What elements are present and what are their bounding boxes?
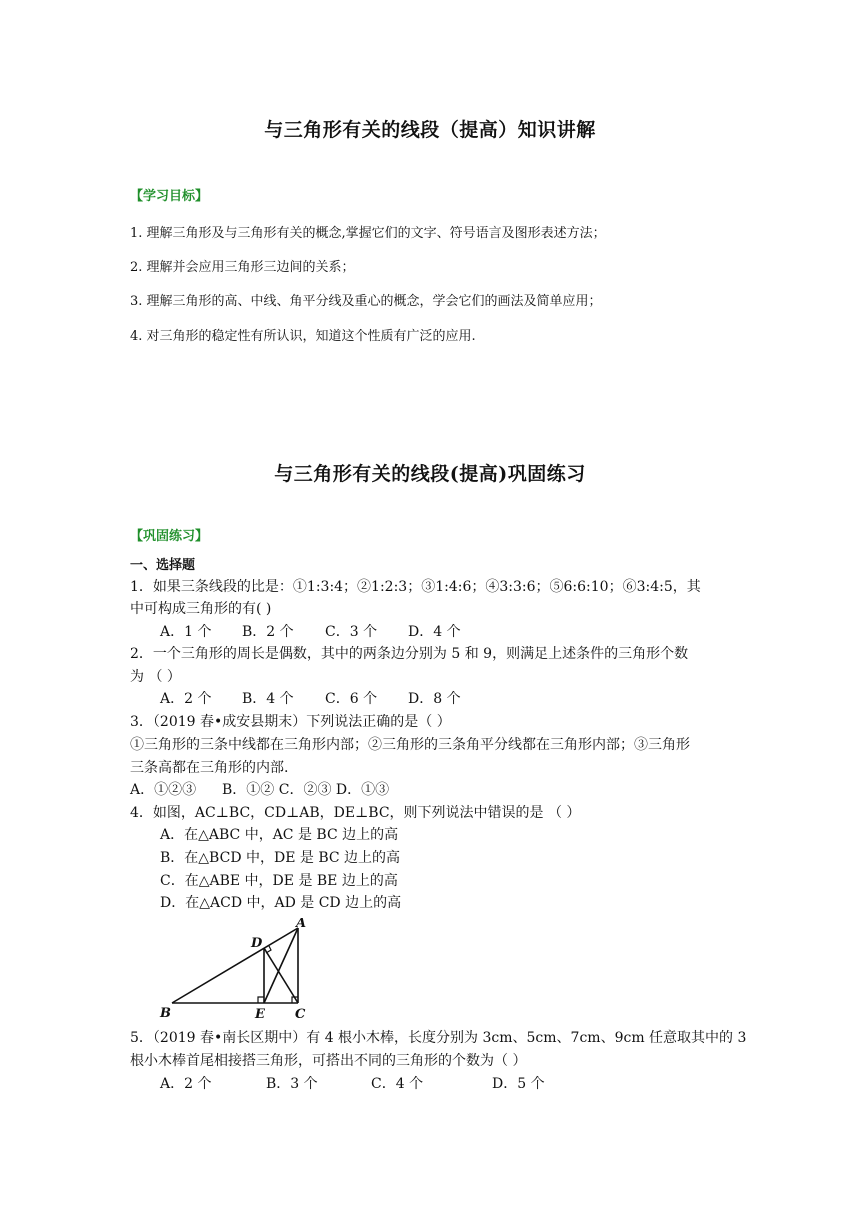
q2-option-b: B．4 个 xyxy=(242,691,294,707)
segment-ea xyxy=(264,928,298,1003)
q5-option-b: B．3 个 xyxy=(266,1076,318,1092)
q5-option-d: D．5 个 xyxy=(492,1076,545,1092)
question-1-line-2: 中可构成三角形的有( ) xyxy=(130,601,272,617)
question-3-line-2: ①三角形的三条中线都在三角形内部；②三角形的三条角平分线都在三角形内部；③三角形 xyxy=(130,737,690,753)
label-e: E xyxy=(255,1007,265,1020)
question-5-line-2: 根小木棒首尾相接搭三角形，可搭出不同的三角形的个数为（ ） xyxy=(130,1053,527,1069)
q2-option-a: A．2 个 xyxy=(160,691,212,707)
section-label: 一、选择题 xyxy=(130,558,196,573)
q1-option-c: C．3 个 xyxy=(325,624,378,640)
label-b: B xyxy=(160,1006,171,1020)
question-1-line-1: 1．如果三条线段的比是：①1:3:4；②1:2:3；③1:4:6；④3:3:6；⑤6:6:10；⑥3:4:5，其 xyxy=(130,579,701,595)
question-4-line-1: 4．如图，AC⊥BC，CD⊥AB，DE⊥BC，则下列说法中错误的是 （ ） xyxy=(130,805,581,821)
goal-item: 1. 理解三角形及与三角形有关的概念,掌握它们的文字、符号语言及图形表述方法； xyxy=(130,226,606,241)
segment-ba xyxy=(172,928,298,1003)
label-d: D xyxy=(251,936,263,951)
q4-option-a: A．在△ABC 中，AC 是 BC 边上的高 xyxy=(160,827,399,843)
lecture-title: 与三角形有关的线段（提高）知识讲解 xyxy=(264,119,596,141)
q2-option-c: C．6 个 xyxy=(325,691,378,707)
question-2-line-2: 为 （ ） xyxy=(130,669,181,685)
question-2-line-1: 2．一个三角形的周长是偶数，其中的两条边分别为 5 和 9，则满足上述条件的三角形个数 xyxy=(130,646,689,662)
figure-lines xyxy=(172,928,298,1003)
question-3-line-1: 3．（2019 春•成安县期末）下列说法正确的是（ ） xyxy=(130,714,451,730)
practice-heading: 【巩固练习】 xyxy=(130,529,209,544)
q1-option-a: A．1 个 xyxy=(160,624,212,640)
q3-option-a: A．①②③ xyxy=(130,782,197,798)
q3-option-bcd: B．①② C．②③ D．①③ xyxy=(222,782,390,798)
q5-option-a: A．2 个 xyxy=(160,1076,212,1092)
goal-item: 2. 理解并会应用三角形三边间的关系； xyxy=(130,260,355,275)
q2-option-d: D．8 个 xyxy=(408,691,461,707)
question-5-line-1: 5．（2019 春•南长区期中）有 4 根小木棒，长度分别为 3cm、5cm、7cm、9cm 任意取其中的 3 xyxy=(130,1030,747,1046)
label-c: C xyxy=(295,1007,306,1020)
q4-option-b: B．在△BCD 中，DE 是 BC 边上的高 xyxy=(160,850,401,866)
q1-option-b: B．2 个 xyxy=(242,624,294,640)
q4-option-d: D．在△ACD 中，AD 是 CD 边上的高 xyxy=(160,895,402,911)
q1-option-d: D．4 个 xyxy=(408,624,461,640)
goal-item: 3. 理解三角形的高、中线、角平分线及重心的概念，学会它们的画法及简单应用； xyxy=(130,294,602,309)
practice-title: 与三角形有关的线段(提高)巩固练习 xyxy=(274,463,586,485)
question-3-line-3: 三条高都在三角形的内部. xyxy=(130,760,289,776)
segment-dc xyxy=(264,948,298,1003)
right-angle-mark-e xyxy=(258,997,264,1003)
goal-item: 4. 对三角形的稳定性有所认识，知道这个性质有广泛的应用. xyxy=(130,329,476,344)
goals-heading: 【学习目标】 xyxy=(130,189,209,204)
triangle-figure xyxy=(158,918,328,1020)
q4-option-c: C．在△ABE 中，DE 是 BE 边上的高 xyxy=(160,873,398,889)
label-a: A xyxy=(296,918,307,931)
q5-option-c: C．4 个 xyxy=(371,1076,424,1092)
